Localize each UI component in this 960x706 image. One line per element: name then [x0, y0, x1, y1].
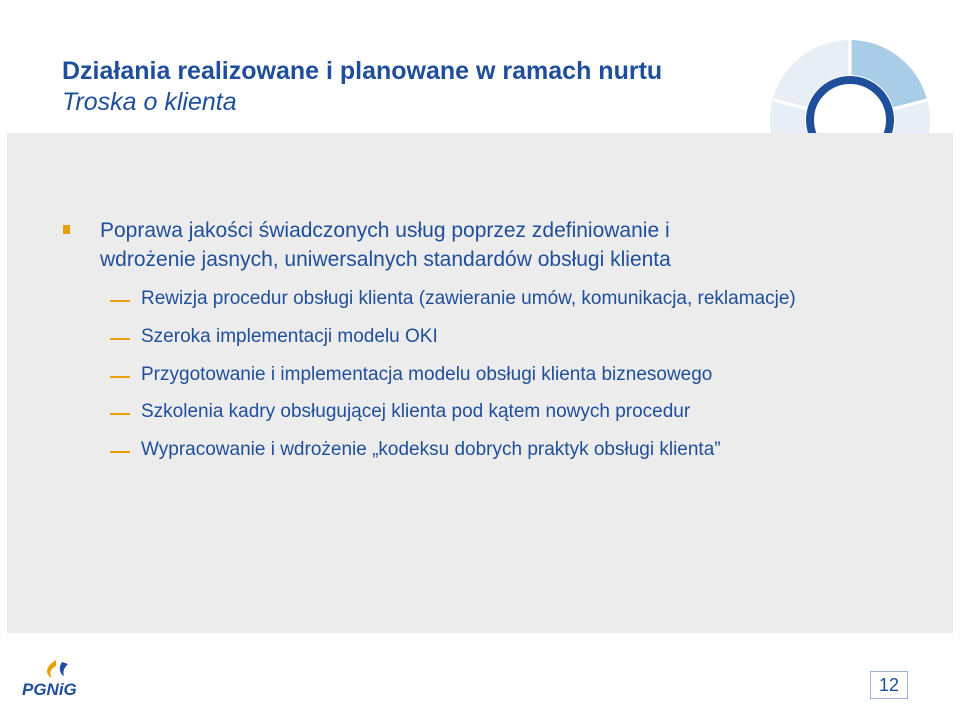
- dash-bullet-icon: [110, 338, 130, 340]
- dash-bullet-icon: [110, 300, 130, 302]
- slide-title: Działania realizowane i planowane w ramach nurtu: [62, 57, 663, 85]
- sub-item: Szeroka implementacji modelu OKI: [141, 326, 438, 347]
- square-bullet-icon: [63, 225, 70, 234]
- logo: PGNiG: [22, 680, 77, 699]
- sub-item: Przygotowanie i implementacja modelu obsługi klienta biznesowego: [141, 364, 713, 385]
- dash-bullet-icon: [110, 413, 130, 415]
- main-bullet-line2: wdrożenie jasnych, uniwersalnych standardów obsługi klienta: [100, 248, 671, 271]
- sub-item: Szkolenia kadry obsługującej klienta pod kątem nowych procedur: [141, 401, 691, 422]
- main-bullet-line1: Poprawa jakości świadczonych usług poprzez zdefiniowanie i: [100, 219, 670, 242]
- sub-item: Wypracowanie i wdrożenie „kodeksu dobrych praktyk obsługi klienta”: [141, 439, 721, 460]
- dash-bullet-icon: [110, 451, 130, 453]
- slide-subtitle: Troska o klienta: [62, 88, 237, 116]
- dash-bullet-icon: [110, 376, 130, 378]
- sub-item: Rewizja procedur obsługi klienta (zawieranie umów, komunikacja, reklamacje): [141, 288, 796, 309]
- page-number: 12: [870, 671, 908, 699]
- main-bullet: [100, 216, 671, 274]
